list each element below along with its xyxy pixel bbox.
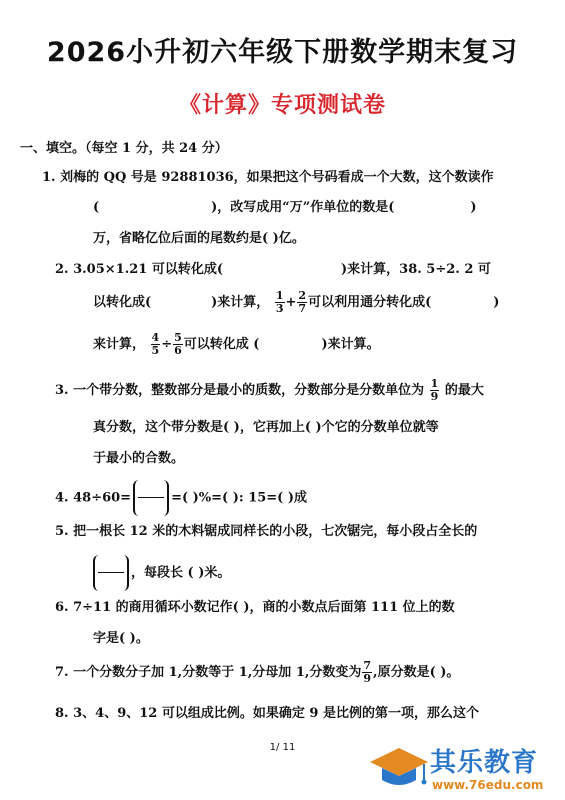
question-2-text: 可以转化成 ( <box>183 337 260 352</box>
fraction-7-9: $\frac{7}{9}$ <box>363 659 372 685</box>
question-2-text: 以转化成( <box>93 295 152 310</box>
fraction-2-7: $\frac{2}{7}$ <box>298 289 307 315</box>
page-number: 1/ 11 <box>269 742 296 753</box>
fraction-blank <box>133 480 169 516</box>
question-1-text: )，改写成用“万”作单位的数是( <box>211 200 395 215</box>
question-2-text: 来计算， <box>93 337 146 352</box>
blank-close: ) <box>470 200 477 215</box>
question-1-line-1: 1. 刘梅的 QQ 号是 92881036，如果把这个号码看成一个大数，这个数读作 <box>42 170 494 185</box>
question-3-text: 的最大 <box>444 383 484 398</box>
brand-logo <box>368 738 564 800</box>
question-6-line-2: 字是( )。 <box>93 631 149 646</box>
fraction-5-6: $\frac{5}{6}$ <box>174 331 182 357</box>
question-4-text: 4. 48÷60= <box>55 490 132 506</box>
question-2-line-3 <box>93 332 380 357</box>
fraction-blank <box>93 555 129 591</box>
logo-url: www.76edu.com <box>432 778 544 792</box>
divide-sign: ÷ <box>161 337 173 352</box>
question-2-line-2 <box>93 290 499 315</box>
question-1-line-3: 万，省略亿位后面的尾数约是( )亿。 <box>93 231 305 246</box>
question-2-line-1 <box>55 258 491 277</box>
question-2-text: 2. 3.05×1.21 可以转化成( <box>55 262 223 277</box>
question-7-text: 7. 一个分数分子加 1,分数等于 1,分母加 1,分数变为 <box>55 665 362 680</box>
question-5-line-2 <box>91 555 230 591</box>
graduation-cap-icon <box>368 744 430 794</box>
question-3-line-3: 于最小的合数。 <box>93 451 185 466</box>
section-heading: 一、填空。（每空 1 分，共 24 分） <box>20 141 228 156</box>
question-3-line-1 <box>55 378 484 403</box>
question-5-text: ，每段长 ( )米。 <box>131 565 231 581</box>
fraction-1-9: $\frac{1}{9}$ <box>430 377 439 403</box>
question-2-text: )来计算。 <box>321 337 380 352</box>
question-2-text: 可以利用通分转化成( <box>308 295 432 310</box>
blank-close: ) <box>493 295 500 310</box>
question-3-text: 3. 一个带分数，整数部分是最小的质数，分数部分是分数单位为 <box>55 383 425 398</box>
question-5-line-1: 5. 把一根长 12 米的木料锯成同样长的小段，七次锯完，每小段占全长的 <box>55 524 478 539</box>
question-6-line-1: 6. 7÷11 的商用循环小数记作( )，商的小数点后面第 111 位上的数 <box>55 600 455 615</box>
plus-sign: + <box>285 295 297 310</box>
question-2-text: )来计算，38. 5÷2. 2 可 <box>341 262 491 277</box>
question-7-text: ,原分数是( )。 <box>373 665 460 680</box>
page-subtitle: 《计算》专项测试卷 <box>178 93 386 118</box>
question-4-line-1 <box>55 480 307 516</box>
logo-name: 其乐教育 <box>430 748 539 778</box>
question-3-line-2: 真分数，这个带分数是( )，它再加上( )个它的分数单位就等 <box>93 420 439 435</box>
fraction-4-5: $\frac{4}{5}$ <box>151 331 160 357</box>
page-title: 2026小升初六年级下册数学期末复习 <box>46 37 519 68</box>
question-8-line-1: 8. 3、4、9、12 可以组成比例。如果确定 9 是比例的第一项，那么这个 <box>55 706 479 721</box>
question-4-text: =( )%=( ): 15=( )成 <box>171 490 308 506</box>
question-2-text: )来计算， <box>211 295 270 310</box>
question-7-line-1 <box>55 660 459 685</box>
fraction-1-3: $\frac{1}{3}$ <box>275 289 284 315</box>
blank-open: ( <box>93 200 100 215</box>
question-1-line-2 <box>93 196 477 215</box>
